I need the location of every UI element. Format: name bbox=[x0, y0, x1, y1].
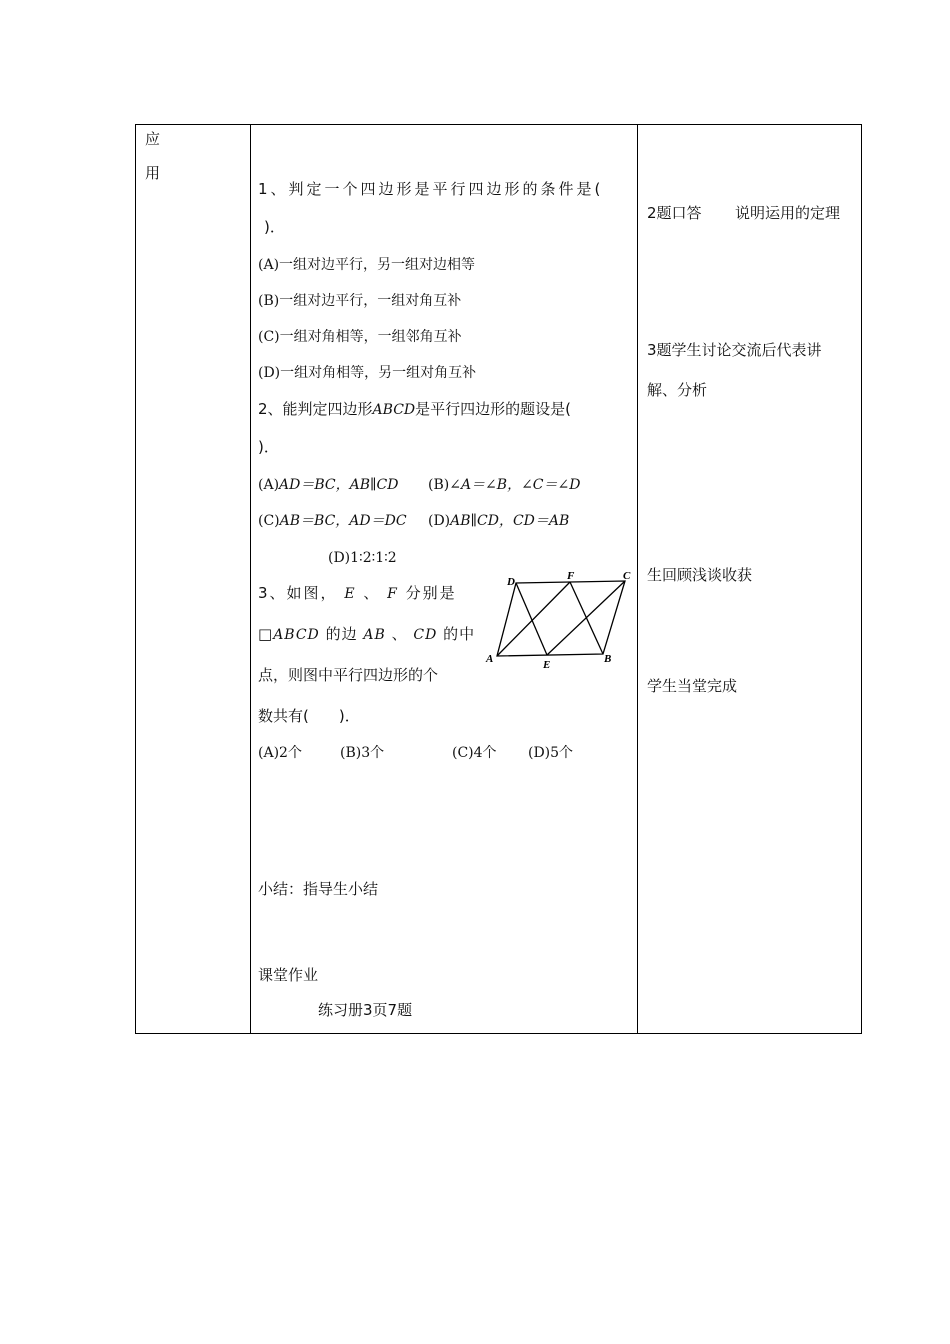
vertex-label-d: D bbox=[507, 576, 515, 588]
q3-stem-c: 的边 bbox=[325, 625, 358, 643]
segment-fb bbox=[570, 582, 603, 654]
vertex-label-c: C bbox=[623, 570, 631, 582]
q2-stem-abcd: ABCD bbox=[372, 402, 416, 418]
q3-stem-a: 3、如图， bbox=[258, 584, 338, 602]
q2-option-b bbox=[428, 476, 580, 494]
q3-stem-line2 bbox=[258, 625, 475, 644]
q3-option-c: (C)4个 bbox=[452, 745, 497, 761]
q2-option-c-label: (C) bbox=[258, 513, 280, 529]
note-q3-line2: 解、分析 bbox=[647, 381, 708, 399]
homework-title: 课堂作业 bbox=[258, 966, 319, 984]
vertex-label-b: B bbox=[604, 653, 612, 665]
q3-label-e: E bbox=[344, 586, 357, 602]
q1-option-a: (A)一组对边平行，另一组对边相等 bbox=[258, 257, 476, 273]
q1-option-c: (C)一组对角相等，一组邻角互补 bbox=[258, 329, 462, 345]
q2-option-a-text: AD＝BC，AB∥CD bbox=[279, 477, 399, 493]
parallelogram-abcd bbox=[497, 581, 625, 656]
q3-label-f: F bbox=[387, 586, 399, 602]
q1-stem: 1、判定一个四边形是平行四边形的条件是( bbox=[258, 180, 604, 198]
section-label-char-1: 应 bbox=[145, 130, 161, 148]
q1-option-b: (B)一组对边平行，一组对角互补 bbox=[258, 293, 462, 309]
note-q3-line1: 3题学生讨论交流后代表讲 bbox=[647, 341, 822, 359]
homework-detail: 练习册3页7题 bbox=[318, 1001, 413, 1019]
q2-stem bbox=[258, 400, 571, 419]
q3-ab: AB bbox=[363, 627, 386, 643]
vertex-label-a: A bbox=[486, 653, 494, 665]
q2-stem-end: )． bbox=[258, 438, 279, 456]
vertex-label-f: F bbox=[567, 570, 575, 582]
q2-option-b-label: (B) bbox=[428, 477, 450, 493]
q2-option-a-label: (A) bbox=[258, 477, 280, 493]
q3-option-d: (D)5个 bbox=[528, 745, 574, 761]
q2-option-c-text: AB＝BC，AD＝DC bbox=[279, 513, 407, 529]
q3-stem-line3: 点，则图中平行四边形的个 bbox=[258, 666, 439, 684]
column-divider bbox=[637, 125, 638, 1033]
q3-stem-line1 bbox=[258, 584, 457, 603]
q2-stem-a: 2、能判定四边形 bbox=[258, 400, 373, 418]
note-q2-theorem: 说明运用的定理 bbox=[735, 204, 841, 222]
q2-option-b-text: ∠A＝∠B，∠C＝∠D bbox=[449, 477, 581, 493]
parallelogram-symbol: □ bbox=[258, 625, 274, 643]
q3-sep-2: 、 bbox=[391, 625, 408, 643]
q1-stem-end: )． bbox=[264, 218, 285, 236]
q3-stem-b: 分别是 bbox=[405, 584, 457, 602]
segment-de bbox=[516, 583, 547, 655]
section-label-char-2: 用 bbox=[145, 164, 161, 182]
q3-option-a: (A)2个 bbox=[258, 745, 302, 761]
segment-af bbox=[497, 582, 570, 656]
summary-text: 小结：指导生小结 bbox=[258, 880, 379, 898]
q2-option-d-label: (D) bbox=[428, 513, 451, 529]
vertex-label-e: E bbox=[543, 659, 551, 671]
q3-stem-line4: 数共有( )． bbox=[258, 707, 360, 725]
parallelogram-figure bbox=[484, 568, 636, 672]
q2-option-a bbox=[258, 476, 398, 494]
note-homework: 学生当堂完成 bbox=[647, 677, 738, 695]
note-review: 生回顾浅谈收获 bbox=[647, 566, 753, 584]
q2-option-c bbox=[258, 512, 407, 530]
q3-abcd: ABCD bbox=[273, 627, 320, 643]
q3-cd: CD bbox=[413, 627, 438, 643]
q3-sep-1: 、 bbox=[363, 584, 381, 602]
note-q2-answer: 2题口答 bbox=[647, 204, 702, 222]
q3-stem-d: 的中 bbox=[443, 625, 476, 643]
q3-option-b: (B)3个 bbox=[340, 745, 385, 761]
q2-extra-option: (D)1∶2∶1∶2 bbox=[328, 550, 397, 566]
q2-stem-c: 是平行四边形的题设是( bbox=[415, 400, 572, 418]
q2-option-d bbox=[428, 512, 569, 530]
q2-option-d-text: AB∥CD，CD＝AB bbox=[450, 513, 570, 529]
q1-option-d: (D)一组对角相等，另一组对角互补 bbox=[258, 365, 477, 381]
column-divider bbox=[250, 125, 251, 1033]
